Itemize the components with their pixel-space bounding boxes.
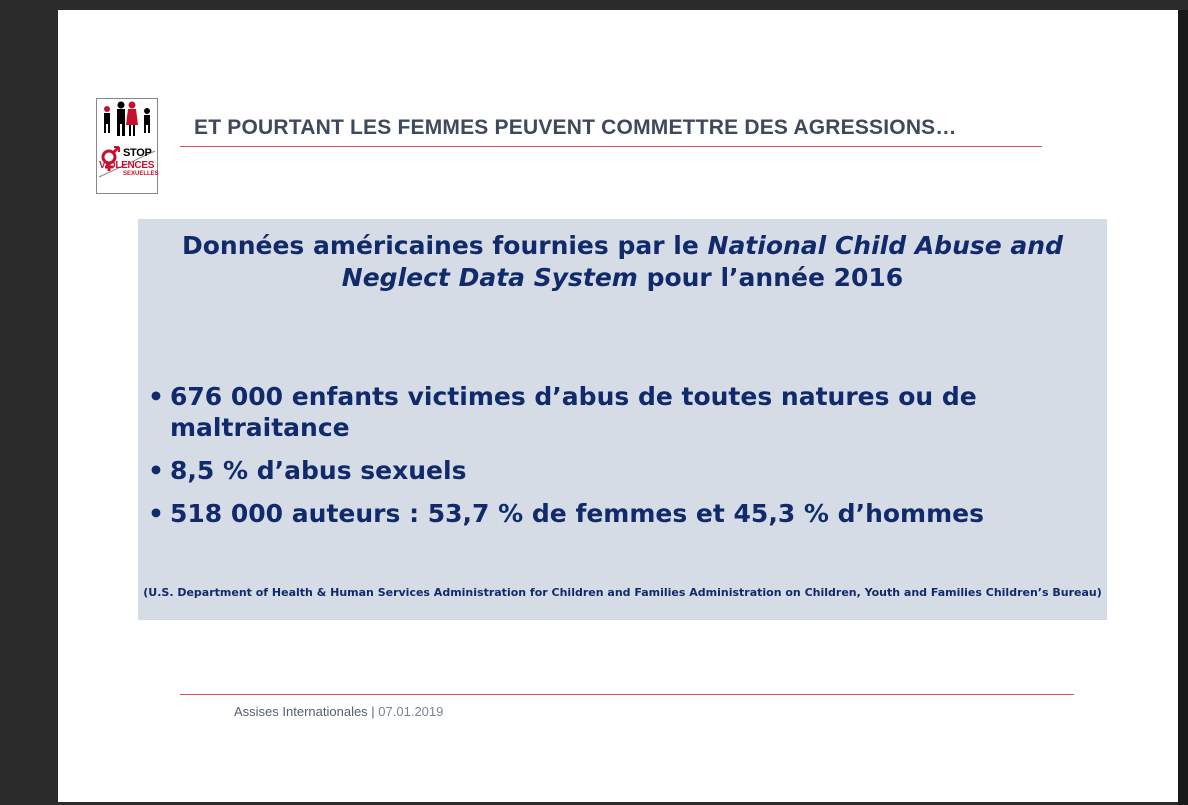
- source-citation: (U.S. Department of Health & Human Services Administration for Children and Families Administration on Children, Youth and Families Children’s Bureau): [143, 586, 1102, 599]
- content-box: [138, 219, 1107, 620]
- heading-text-2: pour l’année 2016: [637, 263, 904, 292]
- bullet-text: 8,5 % d’abus sexuels: [170, 456, 467, 485]
- logo-stop-text: STOP: [123, 147, 152, 159]
- title-underline: [180, 146, 1042, 147]
- logo-violences-text: VIOLENCES: [99, 160, 155, 171]
- bullet-text: 676 000 enfants victimes d’abus de toutes natures ou de maltraitance: [170, 382, 977, 442]
- footer-date: 07.01.2019: [378, 704, 444, 719]
- bullet-text: 518 000 auteurs : 53,7 % de femmes et 45,3 % d’hommes: [170, 499, 984, 528]
- stop-violences-logo: [96, 98, 158, 194]
- heading-italic-2: Neglect Data System: [341, 263, 638, 292]
- bullet-list: [148, 381, 1078, 541]
- heading-italic-1: National Child Abuse and: [707, 231, 1063, 260]
- logo-sexuelles-text: SEXUELLES: [123, 171, 159, 177]
- footer-rule: [180, 694, 1074, 695]
- heading-text-1: Données américaines fournies par le: [182, 231, 708, 260]
- list-item: [148, 455, 1078, 486]
- bullet-dot: •: [148, 499, 164, 528]
- list-item: [148, 498, 1078, 529]
- slide-title: ET POURTANT LES FEMMES PEUVENT COMMETTRE DES AGRESSIONS…: [194, 116, 957, 139]
- bullet-dot: •: [148, 382, 164, 411]
- footer-org: Assises Internationales: [234, 704, 368, 719]
- footer: [234, 704, 443, 719]
- bullet-dot: •: [148, 456, 164, 485]
- footer-separator: |: [367, 704, 379, 719]
- list-item: [148, 381, 1078, 443]
- viewer-edge: [1178, 10, 1188, 805]
- content-heading: [138, 230, 1107, 294]
- slide-page: [58, 10, 1178, 802]
